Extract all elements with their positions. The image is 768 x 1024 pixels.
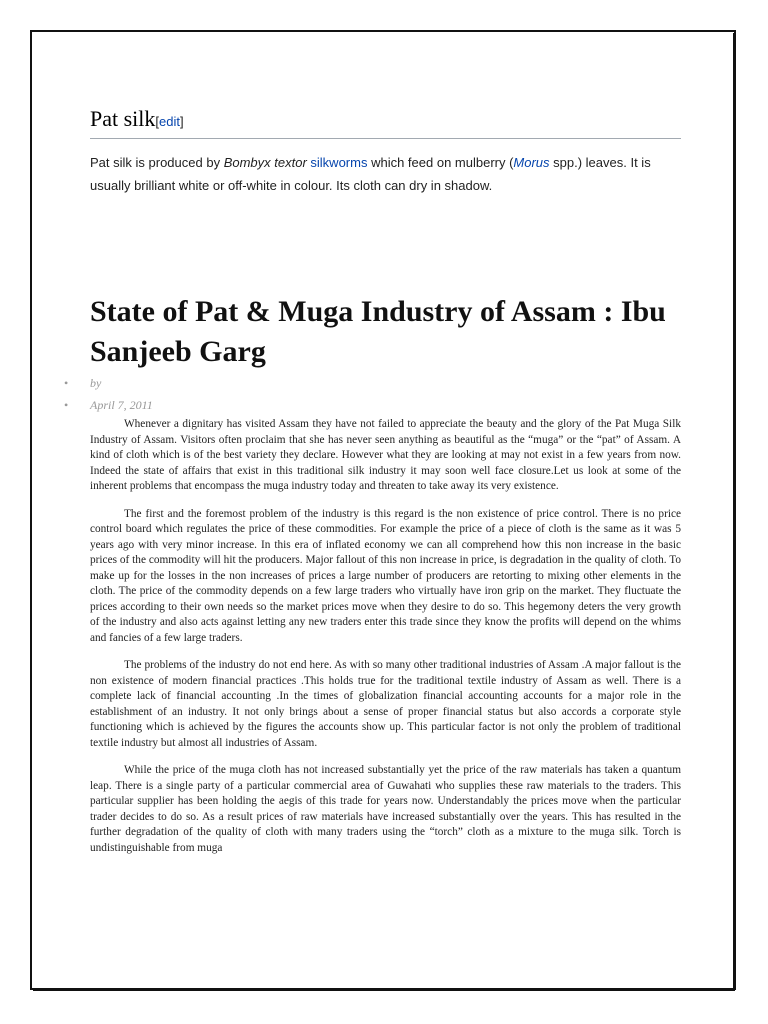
para-text: which feed on mulberry ( [367,155,514,170]
body-paragraph: Whenever a dignitary has visited Assam they have not failed to appreciate the beauty and the glory of the Pat Muga Silk Industry of Assam. Visitors often proclaim that she has never seen anything as beautiful as the “muga” or the “pat” of Assam. A kind of cloth which is of the best variety they declare. However what they are looking at may not exist in a few years from now. Indeed the state of affairs that exist in this traditional silk industry it may soon well face closure.Let us look at some of the inherent problems that encompass the muga industry today and threaten to take away its very existence. [90,418,681,492]
body-paragraph: The first and the foremost problem of the industry is this regard is the non existence of price control. There is no price control board which regulates the price of these commodities. For example the price of a piece of cloth is the same as it was 5 years ago with very minor increase. In this era of inflated economy we can all comprehend how this non increase in the basic prices of the commodity will hit the producers. Major fallout of this non increase in price, is degradation in the quality of cloth. To make up for the losses in the non increases of prices a large number of producers are retorting to mixing other elements in the cloth. The price of the commodity depends on a few large traders who virtually have iron grip on the market. They fluctuate the prices according to their own needs so the market prices move when they desire to do so. This hegemony deters the very growth of the industry and also acts against letting any new traders enter this trade since they know the profits will depend on the whims and fancies of a few large traders. [90,507,681,644]
edit-link[interactable]: edit [159,114,180,129]
species-name: Bombyx textor [223,155,307,170]
edit-bracket-open: [ [155,114,160,129]
edit-bracket-close: ] [180,114,184,129]
article-title: State of Pat & Muga Industry of Assam : Ibu Sanjeeb Garg [90,295,666,368]
para-text: spp.) leaves. It is usually brilliant white or off-white in colour. Its cloth can dry in shadow. [90,155,651,193]
wiki-section [90,105,681,197]
author-byline: by [90,376,102,390]
meta-date [64,394,153,416]
morus-link-text: Morus [513,155,550,170]
section-heading-text: Pat silk [90,106,156,131]
section-heading [90,105,681,139]
bullet-icon: • [64,376,69,390]
silkworms-link[interactable]: silkworms [310,155,368,170]
pat-silk-paragraph [90,151,681,197]
body-paragraph: While the price of the muga cloth has not increased substantially yet the price of the raw materials has taken a quantum leap. There is a single party of a particular commercial area of Guwahati who supplies these raw materials to the traders. This particular supplier has been holding the aegis of this trade for years now. Understandably the prices move when the particular trader decides to do so. As a result prices of raw materials have increased substantially over the years. This has resulted in the further degradation of the quality of cloth with many traders using the “torch” cloth as a mixture to the muga silk. Torch is undistinguishable from muga [90,764,681,854]
edit-section [155,114,183,129]
article-body [90,417,681,868]
morus-link[interactable] [513,155,549,170]
article-meta [64,372,153,416]
para-text: Pat silk is produced by [90,155,224,170]
body-paragraph: The problems of the industry do not end here. As with so many other traditional industries of Assam .A major fallout is the non existence of modern financial practices .This holds true for the traditional textile industry of Assam as well. There is a complete lack of financial accounting .In the times of globalization financial accounting accounts for a major role in the establishment of an industry. It not only brings about a sense of proper financial status but also accords a corporate style functioning which is achieved by the figures the accounts show up. This particular factor is not only the problem of traditional textile industry but almost all industries of Assam. [90,659,681,749]
publish-date: April 7, 2011 [90,398,153,412]
meta-author [64,372,153,394]
bullet-icon: • [64,398,69,412]
